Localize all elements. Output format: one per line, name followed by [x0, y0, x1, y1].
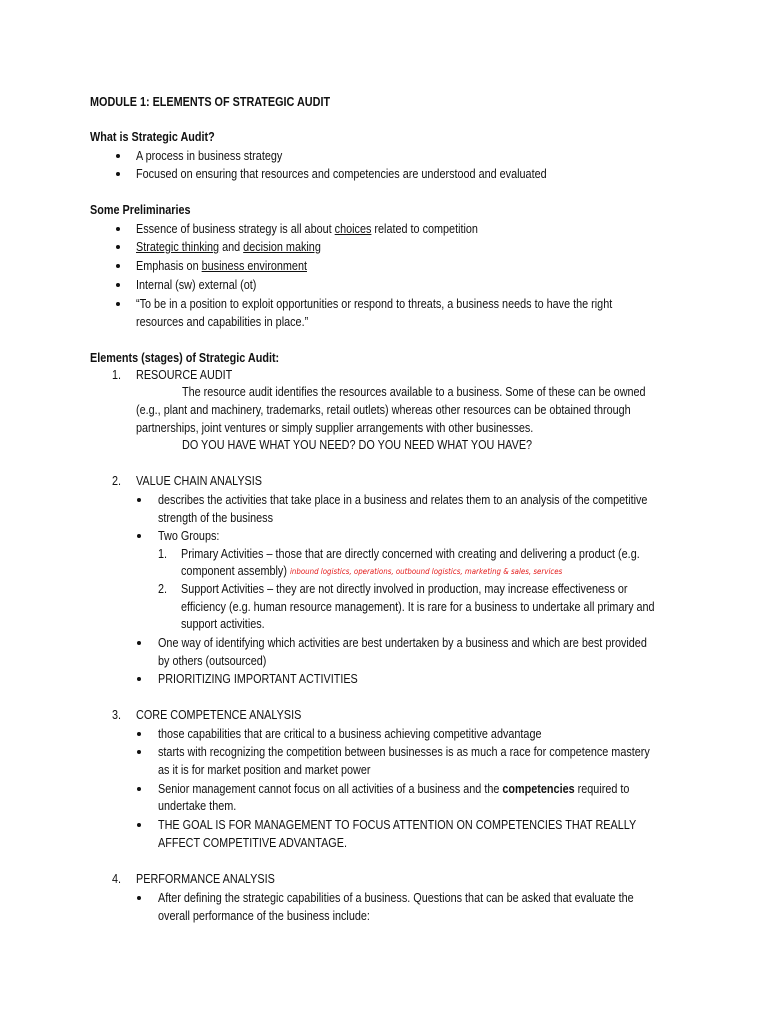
bullet-dot [137, 896, 141, 900]
list-item: “To be in a position to exploit opportunities or respond to threats, a business needs to have the right [136, 297, 613, 311]
section-heading-what-is: What is Strategic Audit? [90, 130, 215, 144]
list-item: Two Groups: [158, 529, 220, 543]
list-item: After defining the strategic capabilities of a business. Questions that can be asked that evaluate the [158, 891, 634, 905]
list-item: THE GOAL IS FOR MANAGEMENT TO FOCUS ATTENTION ON COMPETENCIES THAT REALLY [158, 818, 637, 832]
underlined-term: Strategic thinking [136, 240, 220, 254]
handwritten-note: inbound logistics, operations, outbound logistics, marketing & sales, services [289, 566, 563, 576]
list-item: Strategic thinking and decision making [136, 240, 321, 254]
list-item-continuation: by others (outsourced) [158, 654, 267, 668]
bullet-dot [137, 787, 141, 791]
page-title: MODULE 1: ELEMENTS OF STRATEGIC AUDIT [90, 95, 331, 109]
paragraph-line: partnerships, joint ventures or simply supplier arrangements with other businesses. [136, 421, 534, 435]
bullet-dot [137, 498, 141, 502]
bullet-dot [116, 172, 120, 176]
list-item: PRIORITIZING IMPORTANT ACTIVITIES [158, 672, 358, 686]
bullet-dot [137, 677, 141, 681]
list-item-continuation: strength of the business [158, 511, 273, 525]
list-item-continuation: AFFECT COMPETITIVE ADVANTAGE. [158, 836, 347, 850]
item-number: 2. [112, 474, 122, 488]
list-item: One way of identifying which activities are best undertaken by a business and which are best provided [158, 636, 647, 650]
stage-title-resource-audit: RESOURCE AUDIT [136, 368, 233, 382]
list-item: those capabilities that are critical to a business achieving competitive advantage [158, 727, 542, 741]
underlined-term: business environment [201, 259, 307, 273]
sub-list-item-continuation: efficiency (e.g. human resource management). It is rare for a business to undertake all primary and [181, 600, 655, 614]
bullet-dot [116, 154, 120, 158]
item-number: 1. [112, 368, 122, 382]
item-number: 4. [112, 872, 122, 886]
list-item: describes the activities that take place in a business and relates them to an analysis of the competitive [158, 493, 648, 507]
section-heading-elements: Elements (stages) of Strategic Audit: [90, 351, 280, 365]
list-item-continuation: undertake them. [158, 799, 237, 813]
list-item: Emphasis on business environment [136, 259, 307, 273]
bullet-dot [137, 823, 141, 827]
item-number: 2. [158, 582, 168, 596]
list-item-continuation: overall performance of the business include: [158, 909, 370, 923]
section-heading-preliminaries: Some Preliminaries [90, 203, 191, 217]
sub-list-item-continuation: component assembly) inbound logistics, operations, outbound logistics, marketing & sales, services [181, 564, 563, 578]
bullet-dot [116, 302, 120, 306]
bold-term: competencies [502, 782, 575, 796]
paragraph-line: The resource audit identifies the resources available to a business. Some of these can be owned [182, 385, 646, 399]
list-item: Internal (sw) external (ot) [136, 278, 257, 292]
bullet-dot [116, 245, 120, 249]
stage-title-performance: PERFORMANCE ANALYSIS [136, 872, 275, 886]
stage-title-core-competence: CORE COMPETENCE ANALYSIS [136, 708, 302, 722]
sub-list-item-continuation: support activities. [181, 617, 265, 631]
stage-title-value-chain: VALUE CHAIN ANALYSIS [136, 474, 263, 488]
list-item: starts with recognizing the competition between businesses is as much a race for competence mastery [158, 745, 650, 759]
list-item-continuation: as it is for market position and market power [158, 763, 371, 777]
bullet-dot [116, 227, 120, 231]
list-item: A process in business strategy [136, 149, 283, 163]
bullet-dot [137, 641, 141, 645]
list-item-continuation: resources and capabilities in place.” [136, 315, 309, 329]
bullet-dot [137, 732, 141, 736]
bullet-dot [116, 283, 120, 287]
item-number: 1. [158, 547, 168, 561]
sub-list-item: Primary Activities – those that are directly concerned with creating and delivering a product (e.g. [181, 547, 640, 561]
underlined-term: decision making [243, 240, 321, 254]
bullet-dot [137, 750, 141, 754]
list-item: Senior management cannot focus on all activities of a business and the competencies required to [158, 782, 630, 796]
bullet-dot [116, 264, 120, 268]
item-number: 3. [112, 708, 122, 722]
list-item: Focused on ensuring that resources and competencies are understood and evaluated [136, 167, 547, 181]
paragraph-line: (e.g., plant and machinery, trademarks, retail outlets) whereas other resources can be obtained through [136, 403, 631, 417]
underlined-term: choices [334, 222, 372, 236]
list-item: Essence of business strategy is all about choices related to competition [136, 222, 478, 236]
bullet-dot [137, 534, 141, 538]
key-question: DO YOU HAVE WHAT YOU NEED? DO YOU NEED WHAT YOU HAVE? [182, 438, 533, 452]
sub-list-item: Support Activities – they are not directly involved in production, may increase effectiveness or [181, 582, 628, 596]
